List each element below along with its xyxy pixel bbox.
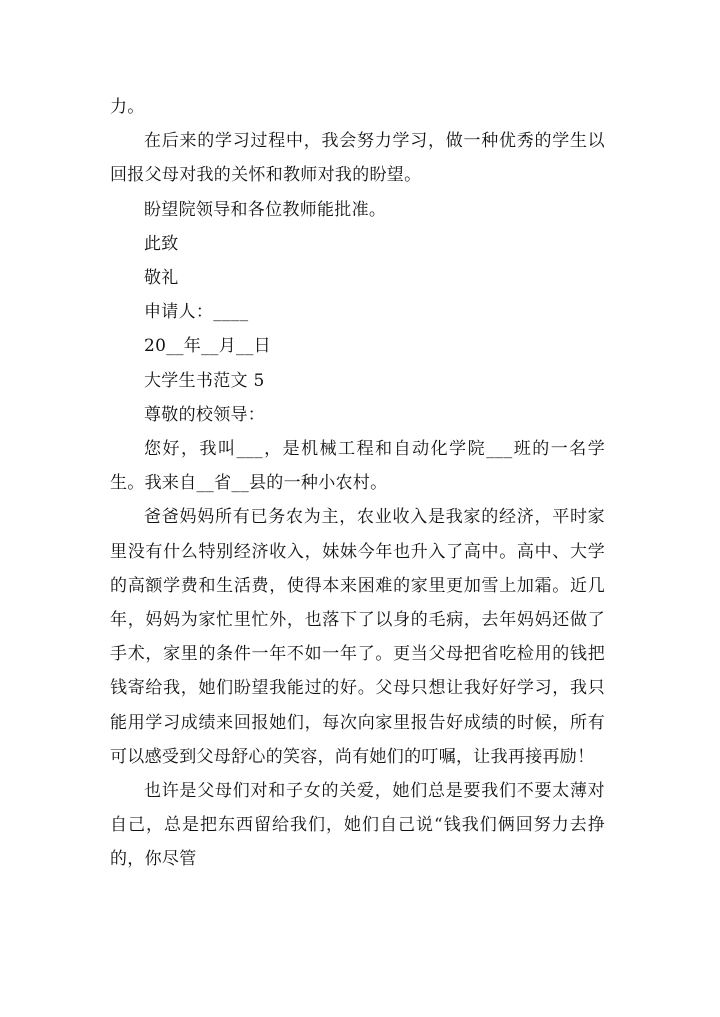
document-body	[110, 90, 605, 877]
section-heading: 大学生书范文 5	[144, 370, 265, 391]
paragraph-introduction: 您好，我叫___，是机械工程和自动化学院___班的一名学生。我来自__省__县的一种小农村。	[110, 439, 605, 494]
date-line: 20__年__月__日	[144, 336, 271, 357]
paragraph-continuation: 力。	[110, 97, 145, 117]
paragraph-approval-request: 盼望院领导和各位教师能批准。	[144, 199, 387, 220]
applicant-signature-line: 申请人：____	[144, 302, 249, 323]
letter-greeting: 尊敬的校领导：	[144, 404, 266, 425]
paragraph-parents-care: 也许是父母们对和子女的关爱，她们总是要我们不要太薄对自己，总是把东西留给我们，她们自己说“钱我们俩回努力去挣的，你尽管	[110, 781, 605, 870]
paragraph-family-situation: 爸爸妈妈所有已务农为主，农业收入是我家的经济，平时家里没有什么特别经济收入，妹妹今年也升入了高中。高中、大学的高额学费和生活费，使得本来困难的家里更加雪上加霜。近几年，妈妈为家忙里忙外，也落下了以身的毛病，去年妈妈还做了手术，家里的条件一年不如一年了。更当父母把省吃检用的钱把钱寄给我，她们盼望我能过的好。父母只想让我好好学习，我只能用学习成绩来回报她们，每次向家里报告好成绩的时候，所有可以感受到父母舒心的笑容，尚有她们的叮嘱，让我再接再励！	[110, 507, 605, 767]
paragraph-study-pledge: 在后来的学习过程中，我会努力学习，做一种优秀的学生以回报父母对我的关怀和教师对我的盼望。	[110, 131, 605, 186]
closing-salutation: 此致	[144, 233, 179, 254]
closing-regards: 敬礼	[144, 268, 179, 289]
